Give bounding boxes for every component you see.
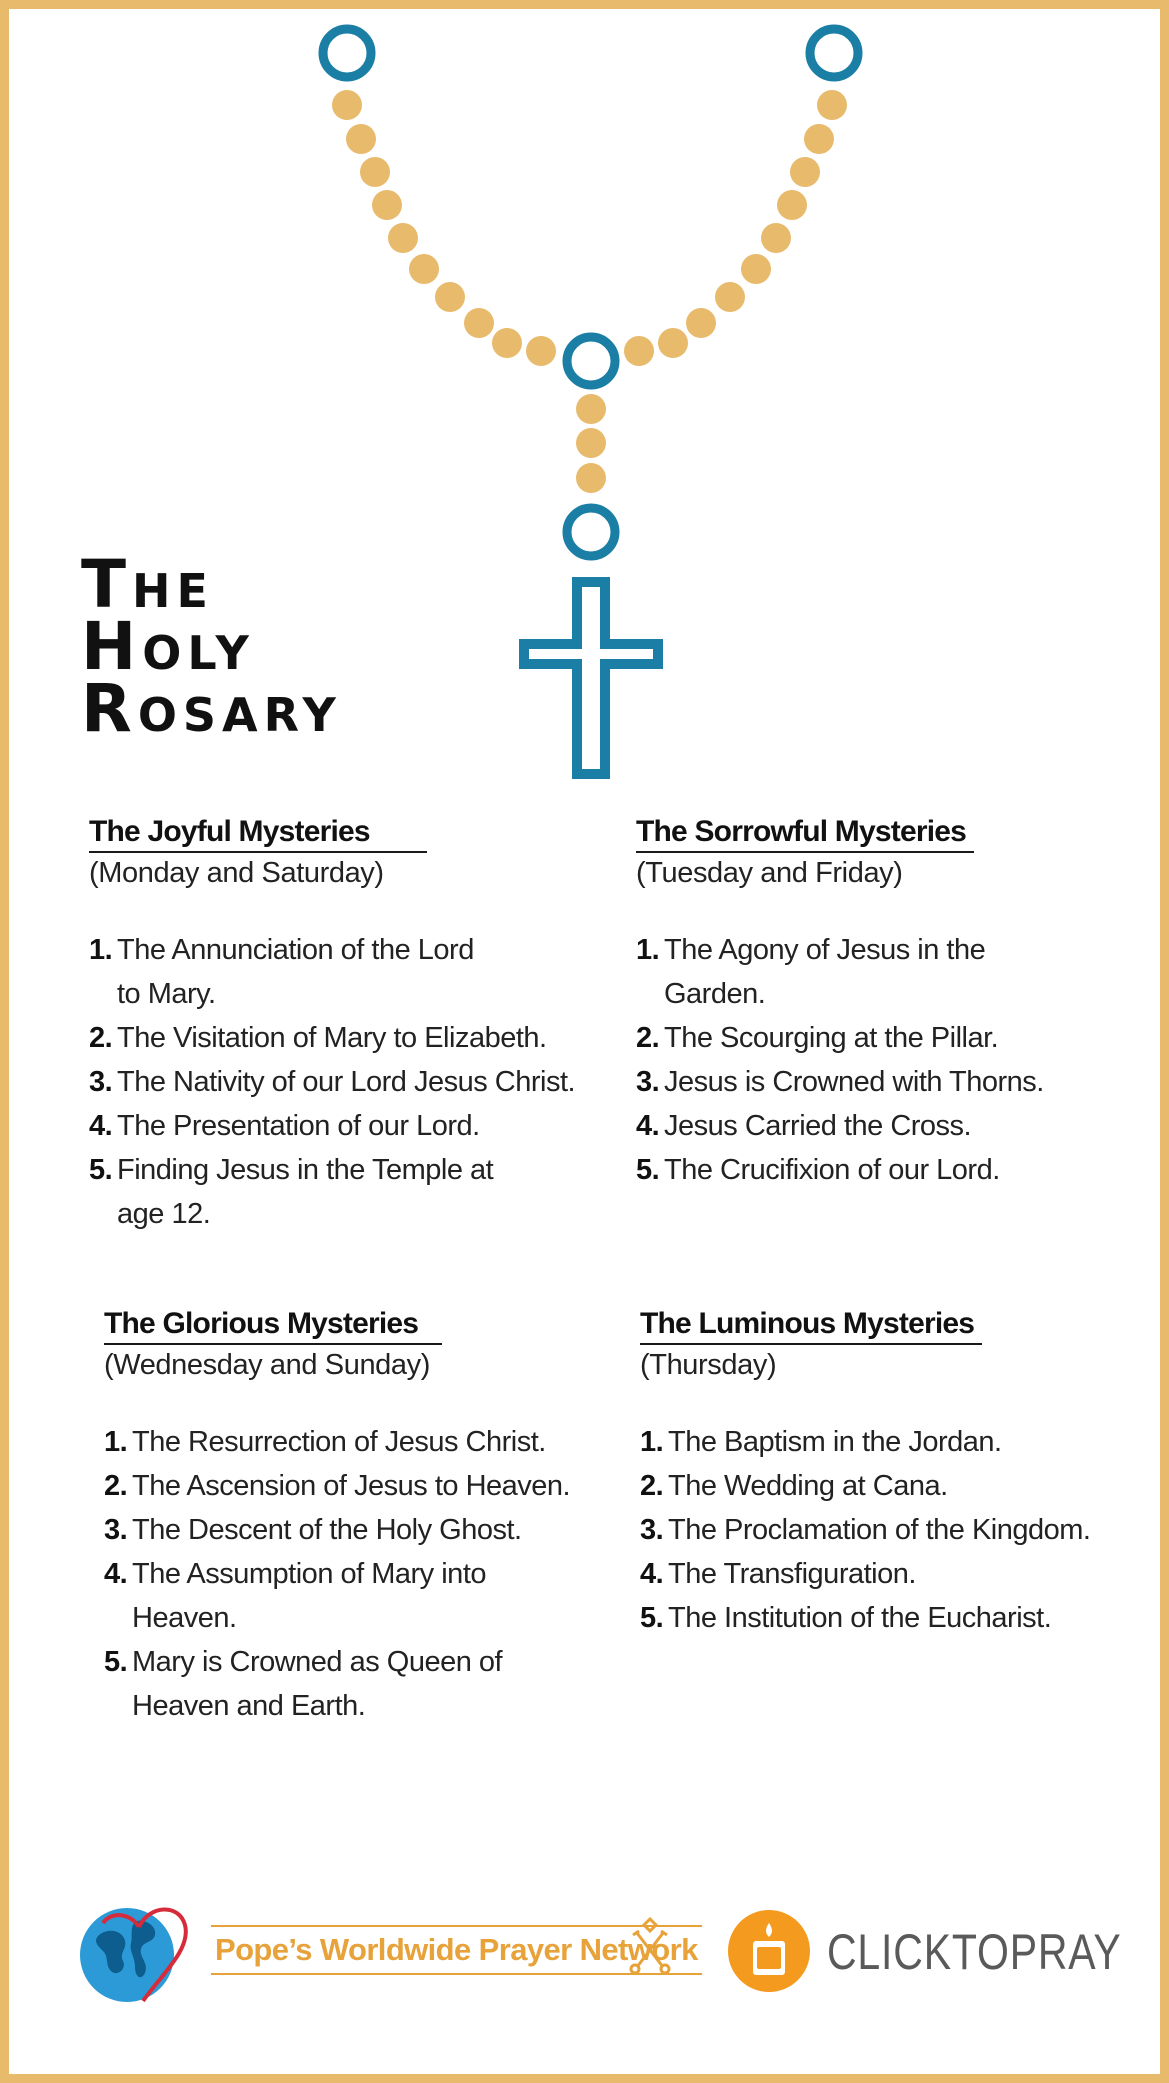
rosary-ring-top-right xyxy=(810,29,858,77)
globe-heart-icon xyxy=(79,1897,204,2007)
rosary-bead xyxy=(741,254,771,284)
list-item xyxy=(104,1508,624,1552)
item-text: The Visitation of Mary to Elizabeth. xyxy=(117,1022,547,1054)
item-number: 3. xyxy=(636,1066,660,1098)
item-number: 1. xyxy=(640,1426,664,1458)
rosary-bead xyxy=(346,124,376,154)
rosary-bead xyxy=(576,463,606,493)
rosary-bead xyxy=(686,308,716,338)
list-item xyxy=(636,1148,1156,1192)
list-item xyxy=(104,1420,624,1464)
item-number: 5. xyxy=(89,1154,113,1186)
cross-icon xyxy=(519,577,663,779)
item-number: 4. xyxy=(89,1110,113,1142)
item-text-cont: Heaven and Earth. xyxy=(132,1690,366,1722)
item-text: Mary is Crowned as Queen of xyxy=(132,1646,503,1678)
list-item xyxy=(104,1464,624,1508)
rosary-bead xyxy=(360,157,390,187)
list-item xyxy=(640,1596,1160,1640)
item-number: 4. xyxy=(104,1558,128,1590)
item-number: 5. xyxy=(104,1646,128,1678)
rosary-ring-top-left xyxy=(323,29,371,77)
list-item xyxy=(104,1552,624,1640)
sorrowful-mysteries-section xyxy=(636,815,1156,1192)
joyful-mysteries-heading: The Joyful Mysteries xyxy=(89,815,427,853)
item-number: 2. xyxy=(640,1470,664,1502)
luminous-mysteries-days: (Thursday) xyxy=(640,1349,777,1381)
item-text: The Agony of Jesus in the xyxy=(664,934,986,966)
item-number: 5. xyxy=(636,1154,660,1186)
glorious-mysteries-list xyxy=(104,1420,624,1728)
item-text: The Proclamation of the Kingdom. xyxy=(668,1514,1091,1546)
item-text: The Annunciation of the Lord xyxy=(117,934,474,966)
page-title xyxy=(81,546,342,747)
item-number: 2. xyxy=(89,1022,113,1054)
rosary-bead xyxy=(777,190,807,220)
list-item xyxy=(89,1060,609,1104)
glorious-mysteries-days: (Wednesday and Sunday) xyxy=(104,1349,430,1381)
item-text-cont: Heaven. xyxy=(132,1602,237,1634)
item-text: The Presentation of our Lord. xyxy=(117,1110,480,1142)
item-number: 3. xyxy=(104,1514,128,1546)
item-text: Finding Jesus in the Temple at xyxy=(117,1154,494,1186)
rosary-bead xyxy=(790,157,820,187)
luminous-mysteries-list xyxy=(640,1420,1160,1640)
rosary-ring-center xyxy=(567,337,615,385)
rosary-bead xyxy=(526,336,556,366)
joyful-mysteries-days: (Monday and Saturday) xyxy=(89,857,384,889)
joyful-mysteries-section xyxy=(89,815,609,1236)
rosary-bead xyxy=(576,428,606,458)
rosary-bead xyxy=(332,90,362,120)
rosary-bead xyxy=(372,190,402,220)
item-text: The Resurrection of Jesus Christ. xyxy=(132,1426,546,1458)
item-text: The Assumption of Mary into xyxy=(132,1558,486,1590)
list-item xyxy=(89,928,609,1016)
joyful-mysteries-list xyxy=(89,928,609,1236)
list-item xyxy=(640,1508,1160,1552)
item-number: 4. xyxy=(640,1558,664,1590)
list-item xyxy=(89,1148,609,1236)
item-number: 1. xyxy=(89,934,113,966)
item-text: The Ascension of Jesus to Heaven. xyxy=(132,1470,571,1502)
item-number: 3. xyxy=(640,1514,664,1546)
rosary-beads xyxy=(332,90,847,493)
rosary-bead xyxy=(409,254,439,284)
rosary-bead xyxy=(817,90,847,120)
list-item xyxy=(636,1104,1156,1148)
item-text: The Baptism in the Jordan. xyxy=(668,1426,1002,1458)
item-text: The Crucifixion of our Lord. xyxy=(664,1154,1000,1186)
rosary-bead xyxy=(804,124,834,154)
item-text: The Wedding at Cana. xyxy=(668,1470,948,1502)
list-item xyxy=(640,1464,1160,1508)
rosary-bead xyxy=(492,328,522,358)
sorrowful-mysteries-days: (Tuesday and Friday) xyxy=(636,857,903,889)
candle-icon xyxy=(727,1909,811,1993)
title-line-1: The xyxy=(81,546,214,623)
list-item xyxy=(636,1060,1156,1104)
item-text-cont: Garden. xyxy=(664,978,766,1010)
item-text: The Nativity of our Lord Jesus Christ. xyxy=(117,1066,576,1098)
footer xyxy=(9,1889,1169,2009)
list-item xyxy=(636,1016,1156,1060)
sorrowful-mysteries-list xyxy=(636,928,1156,1192)
item-text-cont: age 12. xyxy=(117,1198,211,1230)
list-item xyxy=(636,928,1156,1016)
rosary-bead xyxy=(761,223,791,253)
network-name: Pope’s Worldwide Prayer Network xyxy=(211,1925,702,1975)
rosary-bead xyxy=(435,282,465,312)
rosary-bead xyxy=(576,394,606,424)
papal-keys-icon xyxy=(625,1915,675,1975)
item-number: 5. xyxy=(640,1602,664,1634)
item-text: The Descent of the Holy Ghost. xyxy=(132,1514,522,1546)
list-item xyxy=(89,1016,609,1060)
rosary-bead xyxy=(624,336,654,366)
item-text-cont: to Mary. xyxy=(117,978,216,1010)
rosary-bead xyxy=(658,328,688,358)
luminous-mysteries-section xyxy=(640,1307,1160,1640)
item-text: The Institution of the Eucharist. xyxy=(668,1602,1052,1634)
item-number: 2. xyxy=(636,1022,660,1054)
title-line-3: Rosary xyxy=(81,670,342,747)
item-number: 1. xyxy=(104,1426,128,1458)
list-item xyxy=(640,1420,1160,1464)
luminous-mysteries-heading: The Luminous Mysteries xyxy=(640,1307,982,1345)
item-number: 3. xyxy=(89,1066,113,1098)
sorrowful-mysteries-heading: The Sorrowful Mysteries xyxy=(636,815,974,853)
list-item xyxy=(640,1552,1160,1596)
rosary-bead xyxy=(464,308,494,338)
glorious-mysteries-heading: The Glorious Mysteries xyxy=(104,1307,442,1345)
list-item xyxy=(104,1640,624,1728)
item-text: The Transfiguration. xyxy=(668,1558,916,1590)
item-number: 2. xyxy=(104,1470,128,1502)
title-line-2: Holy xyxy=(81,608,255,685)
item-number: 4. xyxy=(636,1110,660,1142)
item-text: The Scourging at the Pillar. xyxy=(664,1022,999,1054)
item-text: Jesus is Crowned with Thorns. xyxy=(664,1066,1044,1098)
rosary-bead xyxy=(388,223,418,253)
list-item xyxy=(89,1104,609,1148)
item-text: Jesus Carried the Cross. xyxy=(664,1110,972,1142)
rosary-ring-lower xyxy=(567,508,615,556)
rosary-bead xyxy=(715,282,745,312)
glorious-mysteries-section xyxy=(104,1307,624,1728)
item-number: 1. xyxy=(636,934,660,966)
app-name: CLICKTOPRAY xyxy=(827,1924,1122,1980)
